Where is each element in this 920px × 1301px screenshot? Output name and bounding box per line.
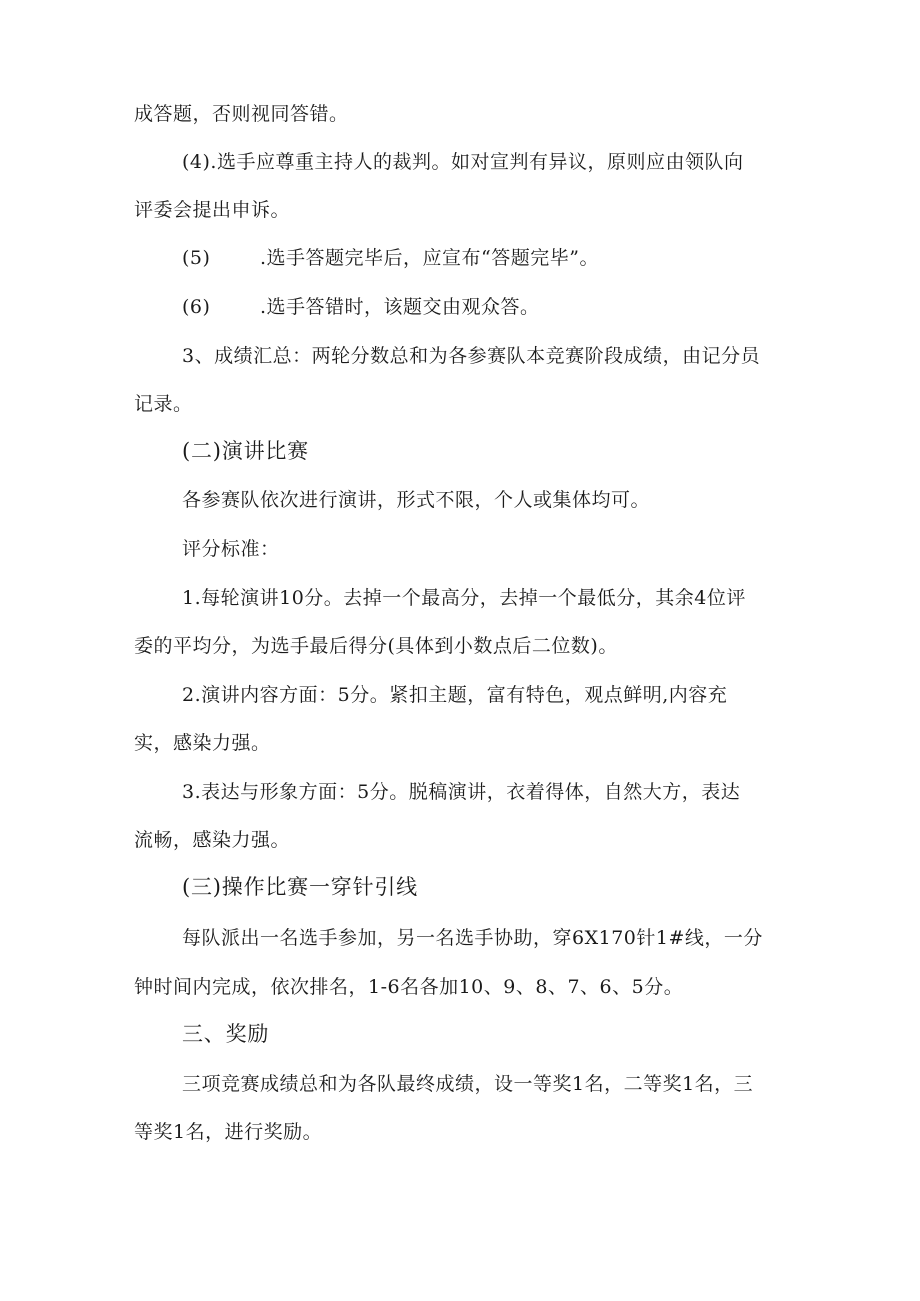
- paragraph-line: 1.每轮演讲10分。去掉一个最高分，去掉一个最低分，其余4位评: [182, 587, 746, 609]
- paragraph-line: 流畅，感染力强。: [134, 829, 291, 851]
- section-heading: 三、奖励: [182, 1022, 270, 1046]
- paragraph-line: (4).选手应尊重主持人的裁判。如对宣判有异议，原则应由领队向: [182, 151, 744, 173]
- paragraph-line: 各参赛队依次进行演讲，形式不限，个人或集体均可。: [182, 489, 651, 511]
- section-heading: (三)操作比赛一穿针引线: [182, 875, 418, 899]
- paragraph-line: 3、成绩汇总：两轮分数总和为各参赛队本竞赛阶段成绩，由记分员: [182, 345, 761, 367]
- paragraph-line: 评委会提出申诉。: [134, 199, 291, 221]
- item-number: (5): [182, 247, 211, 269]
- numbered-item-6: [182, 295, 540, 319]
- paragraph-line: 3.表达与形象方面：5分。脱稿演讲，衣着得体，自然大方，表达: [182, 781, 741, 803]
- item-text: .选手答错时，该题交由观众答。: [260, 296, 540, 318]
- paragraph-line: 委的平均分，为选手最后得分(具体到小数点后二位数)。: [134, 635, 618, 657]
- item-text: .选手答题完毕后，应宣布“答题完毕”。: [260, 247, 599, 269]
- item-number: (6): [182, 296, 211, 318]
- paragraph-line: 2.演讲内容方面：5分。紧扣主题，富有特色，观点鲜明,内容充: [182, 684, 728, 706]
- paragraph-line: 实，感染力强。: [134, 732, 271, 754]
- paragraph-line: 记录。: [134, 393, 193, 415]
- section-heading: (二)演讲比赛: [182, 439, 309, 463]
- paragraph-line: 三项竞赛成绩总和为各队最终成绩，设一等奖1名，二等奖1名，三: [182, 1073, 754, 1095]
- paragraph-line: 每队派出一名选手参加，另一名选手协助，穿6X170针1#线，一分: [182, 927, 763, 949]
- paragraph-line: 钟时间内完成，依次排名，1-6名各加10、9、8、7、6、5分。: [134, 976, 684, 998]
- paragraph-line: 成答题，否则视同答错。: [134, 103, 349, 125]
- paragraph-line: 评分标准：: [182, 538, 280, 560]
- numbered-item-5: [182, 246, 599, 270]
- paragraph-line: 等奖1名，进行奖励。: [134, 1121, 323, 1143]
